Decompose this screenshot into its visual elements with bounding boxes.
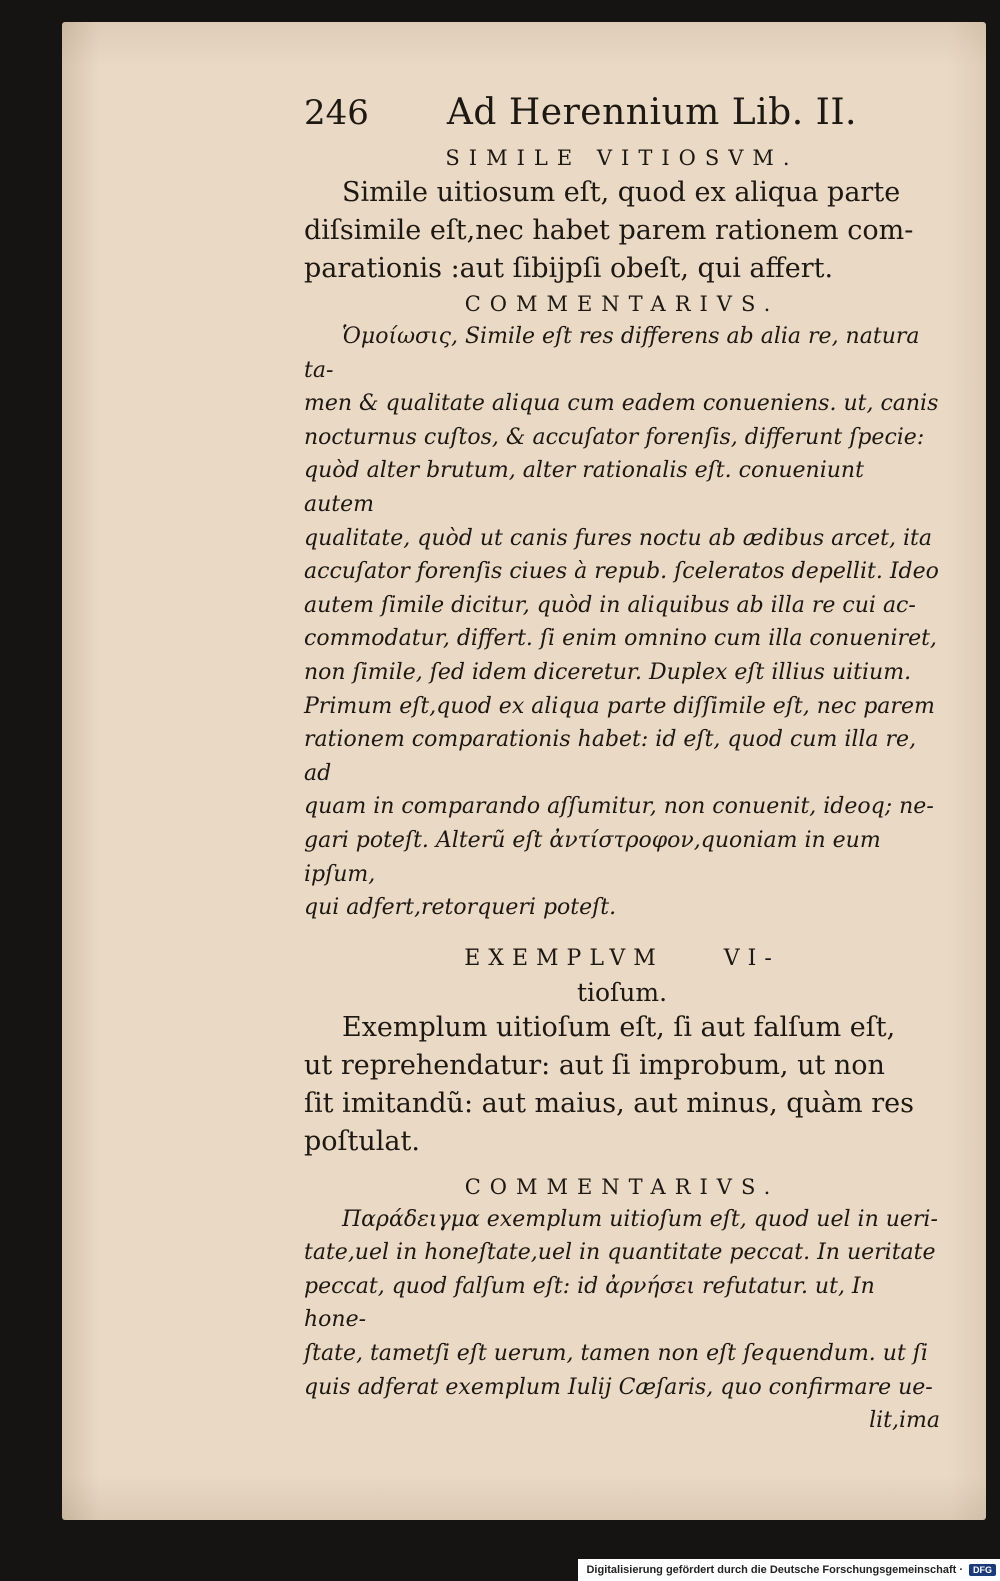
text-line: parationis :aut ſibijpſi obeſt, qui affert. [304,253,834,284]
text-line: rationem comparationis habet: id eſt, quod cum illa re, ad [304,727,917,786]
text-line: tate,uel in honeſtate,uel in quantitate peccat. In ueritate [304,1240,936,1266]
text-line: diſsimile eſt,nec habet parem rationem com- [304,215,914,246]
section-heading-simile: SIMILE VITIOSVM. [445,146,799,170]
text-line: commodatur, differt. ſi enim omnino cum illa conueniret, [304,626,937,652]
text-line: non ſimile, ſed idem diceretur. Duplex eſt illius uitium. [304,659,912,685]
text-line: Simile uitiosum eſt, quod ex aliqua parte [342,177,901,208]
text-line: qualitate, quòd ut canis fures noctu ab ædibus arcet, ita [304,525,932,551]
commentary-text [304,1203,940,1405]
text-line: Exemplum uitioſum eſt, ſi aut falſum eſt, [342,1011,896,1043]
text-line: Ὁμοίωσις, Simile eſt res differens ab alia re, natura ta- [304,324,920,383]
footer-credit: Digitalisierung gefördert durch die Deutsche Forschungsgemeinschaft · [586,1564,963,1576]
text-line: quòd alter brutum, alter rationalis eſt. conueniunt autem [304,458,864,517]
text-line: gari poteſt. Alterũ eſt ἀντίστροφον,quoniam in eum ipſum, [304,827,881,887]
running-title: Ad Herennium Lib. II. [446,92,857,133]
text-line: men & qualitate aliqua cum eadem conueniens. ut, canis [304,391,939,417]
text-line: ſit imitandũ: aut maius, aut minus, quàm res [304,1087,914,1119]
text-line: quam in comparando aſſumitur, non conuenit, ideoq; ne- [304,794,934,820]
text-line: autem ſimile dicitur, quòd in aliquibus ab illa re cui ac- [304,592,916,618]
catchword: lit,ima [869,1408,940,1434]
text-line: ſtate, tametſi eſt uerum, tamen non eſt ſequendum. ut ſi [304,1341,928,1367]
commentary-heading: COMMENTARIVS. [464,1174,780,1199]
text-line: poſtulat. [304,1125,420,1157]
text-line: peccat, quod falſum eſt: id ἀρνήσει refutatur. ut, In hone- [304,1273,875,1333]
heading-part: VI- [723,945,780,971]
text-line: qui adfert,retorqueri poteſt. [304,895,617,921]
text-line: Παράδειγμα exemplum uitioſum eſt, quod uel in ueri- [342,1206,938,1232]
text-line: nocturnus cuſtos, & accuſator forenſis, differunt ſpecie: [304,424,925,450]
commentary-heading: COMMENTARIVS. [464,292,780,316]
digitization-footer [578,1559,1000,1581]
section-heading-exemplum [304,941,940,977]
page-number: 246 [304,93,369,133]
section-text-exemplum [304,1009,940,1161]
section-text-simile [304,174,940,288]
page-text [304,92,940,1438]
text-line: accuſator forenſis ciues à repub. ſceleratos depellit. Ideo [304,559,939,585]
text-line: quis adferat exemplum Iulij Cæſaris, quo confirmare ue- [304,1374,933,1400]
text-line: Primum eſt,quod ex aliqua parte diſſimile eſt, nec parem [304,693,935,719]
dfg-logo: DFG [969,1564,996,1576]
running-header [304,92,940,142]
text-line: ut reprehendatur: aut ſi improbum, ut non [304,1049,885,1081]
commentary-text [304,320,940,925]
heading-part: EXEMPLVM [464,945,664,971]
section-heading-continuation: tioſum. [576,977,668,1007]
